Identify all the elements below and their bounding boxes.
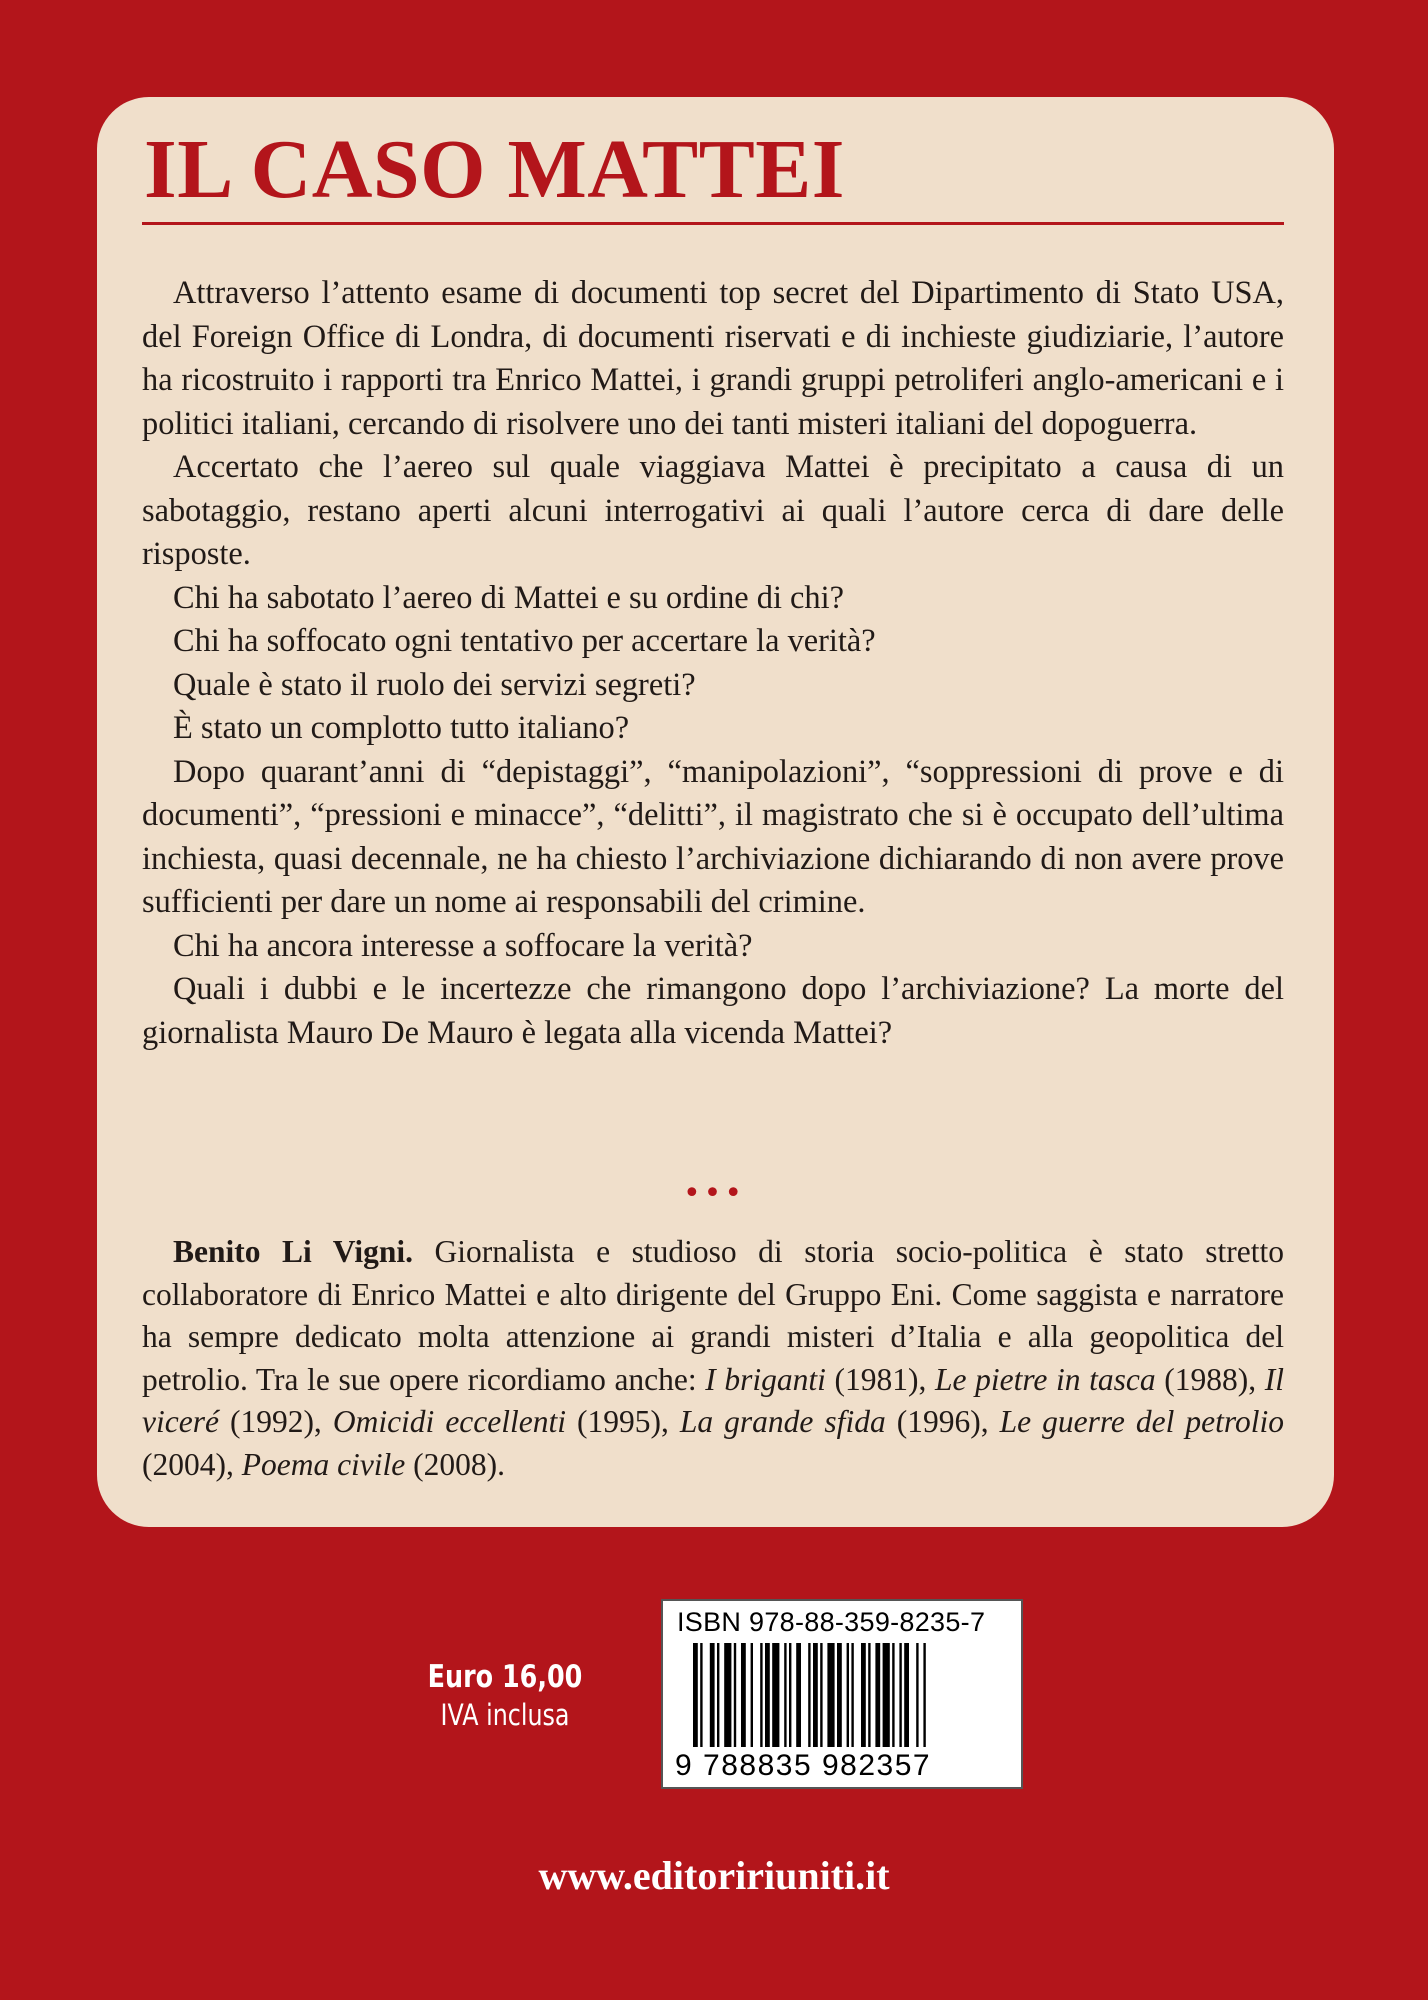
barcode-bars xyxy=(693,1643,993,1747)
blurb-paragraph: Quale è stato il ruolo dei servizi segreti? xyxy=(173,666,696,703)
barcode-bar xyxy=(784,1643,786,1747)
barcode-bar xyxy=(700,1643,702,1747)
barcode-bar xyxy=(760,1643,762,1747)
work-title: Omicidi eccellenti xyxy=(332,1404,566,1439)
work-year: (1992), xyxy=(218,1404,333,1439)
barcode-bar xyxy=(827,1643,834,1747)
barcode-bar xyxy=(772,1643,779,1747)
barcode-bar xyxy=(904,1643,909,1747)
work-title: I briganti xyxy=(705,1361,826,1397)
price-amount: Euro 16,00 xyxy=(427,1659,583,1695)
barcode-bar xyxy=(724,1643,731,1747)
barcode-bar xyxy=(820,1643,822,1747)
barcode-bar xyxy=(717,1643,719,1747)
barcode-bar xyxy=(899,1643,901,1747)
barcode-bar xyxy=(741,1643,746,1747)
barcode-bar xyxy=(875,1643,880,1747)
barcode-digits: 9 788835 982357 xyxy=(675,1749,932,1782)
book-title: IL CASO MATTEI xyxy=(144,123,845,216)
barcode-bar xyxy=(847,1643,849,1747)
blurb-paragraph: È stato un complotto tutto italiano? xyxy=(173,710,630,746)
blurb-paragraph: Attraverso l’attento esame di documenti top secret del Dipartimento di Stato USA, del Foreign Office di Londra, di documenti riservati e di inchieste giudiziarie, l’autore ha ricostruito i rapporti tra Enrico Mattei, i grandi gruppi petroliferi anglo-americani e i politici italiani, cercando di risolvere uno dei tanti misteri italiani del dopoguerra. xyxy=(142,275,1284,442)
section-separator: ••• xyxy=(682,1176,746,1211)
barcode-bar xyxy=(868,1643,870,1747)
blurb-paragraph: Chi ha sabotato l’aereo di Mattei e su ordine di chi? xyxy=(173,579,844,616)
barcode-bar xyxy=(710,1643,715,1747)
barcode-bar xyxy=(693,1643,698,1747)
work-year: (1988), xyxy=(1155,1361,1265,1397)
blurb-text xyxy=(142,272,1284,1055)
barcode-bar xyxy=(796,1643,801,1747)
publisher-website: www.editoririuniti.it xyxy=(538,1853,890,1898)
barcode-bar xyxy=(923,1643,925,1747)
barcode-bar xyxy=(837,1643,842,1747)
barcode-bar xyxy=(765,1643,770,1747)
work-year: (2008). xyxy=(405,1446,506,1482)
barcode-bar xyxy=(851,1643,853,1747)
vat-note: IVA inclusa xyxy=(440,1698,570,1732)
work-title: Il viceré xyxy=(142,1361,1284,1439)
blurb-paragraph: Quali i dubbi e le incertezze che rimangono dopo l’archiviazione? La morte del giornalista Mauro De Mauro è legata alla vicenda Mattei? xyxy=(142,971,1284,1051)
work-title: Le pietre in tasca xyxy=(934,1361,1156,1397)
work-title: Poema civile xyxy=(241,1446,406,1482)
author-bio xyxy=(142,1231,1284,1486)
work-year: (1981), xyxy=(825,1361,935,1397)
barcode-bar xyxy=(789,1643,791,1747)
author-name: Benito Li Vigni. xyxy=(173,1234,414,1269)
work-year: (2004), xyxy=(142,1446,242,1482)
work-year: (1995), xyxy=(566,1404,680,1439)
blurb-paragraph: Dopo quarant’anni di “depistaggi”, “manipolazioni”, “soppressioni di prove e di documenti”, “pressioni e minacce”, “delitti”, il magistrato che si è occupato dell’ultima inchiesta, quasi decennale, ne ha chiesto l’archiviazione dichiarando di non avere prove sufficienti per dare un nome ai responsabili del crimine. xyxy=(142,753,1284,920)
barcode-bar xyxy=(883,1643,890,1747)
blurb-paragraph: Chi ha ancora interesse a soffocare la verità? xyxy=(173,927,753,964)
blurb-paragraph: Chi ha soffocato ogni tentativo per accertare la verità? xyxy=(173,623,876,659)
work-year: (1996), xyxy=(885,1404,1000,1439)
blurb-paragraph: Accertato che l’aereo sul quale viaggiava Mattei è precipitato a causa di un sabotaggio, restano aperti alcuni interrogativi ai quali l’autore cerca di dare delle risposte. xyxy=(142,449,1284,572)
isbn-barcode xyxy=(661,1599,1023,1789)
title-underline xyxy=(142,222,1284,225)
barcode-bar xyxy=(808,1643,810,1747)
price-block xyxy=(400,1658,610,1734)
bio-text: Giornalista e studioso di storia socio-politica è stato stretto collaboratore di Enrico Mattei e alto dirigente del Gruppo Eni. Come saggista e narratore ha sempre dedicato molta attenzione ai grandi misteri d’Italia e alla geopolitica del petrolio. Tra le sue opere ricordiamo anche: xyxy=(142,1234,1284,1397)
isbn-label: ISBN 978-88-359-8235-7 xyxy=(677,1607,986,1637)
barcode-bar xyxy=(916,1643,918,1747)
barcode-bar xyxy=(734,1643,736,1747)
work-title: Le guerre del petrolio xyxy=(999,1404,1285,1439)
work-title: La grande sfida xyxy=(679,1404,886,1439)
barcode-bar xyxy=(813,1643,818,1747)
barcode-bar xyxy=(751,1643,753,1747)
barcode-bar xyxy=(861,1643,866,1747)
barcode-bar xyxy=(892,1643,894,1747)
